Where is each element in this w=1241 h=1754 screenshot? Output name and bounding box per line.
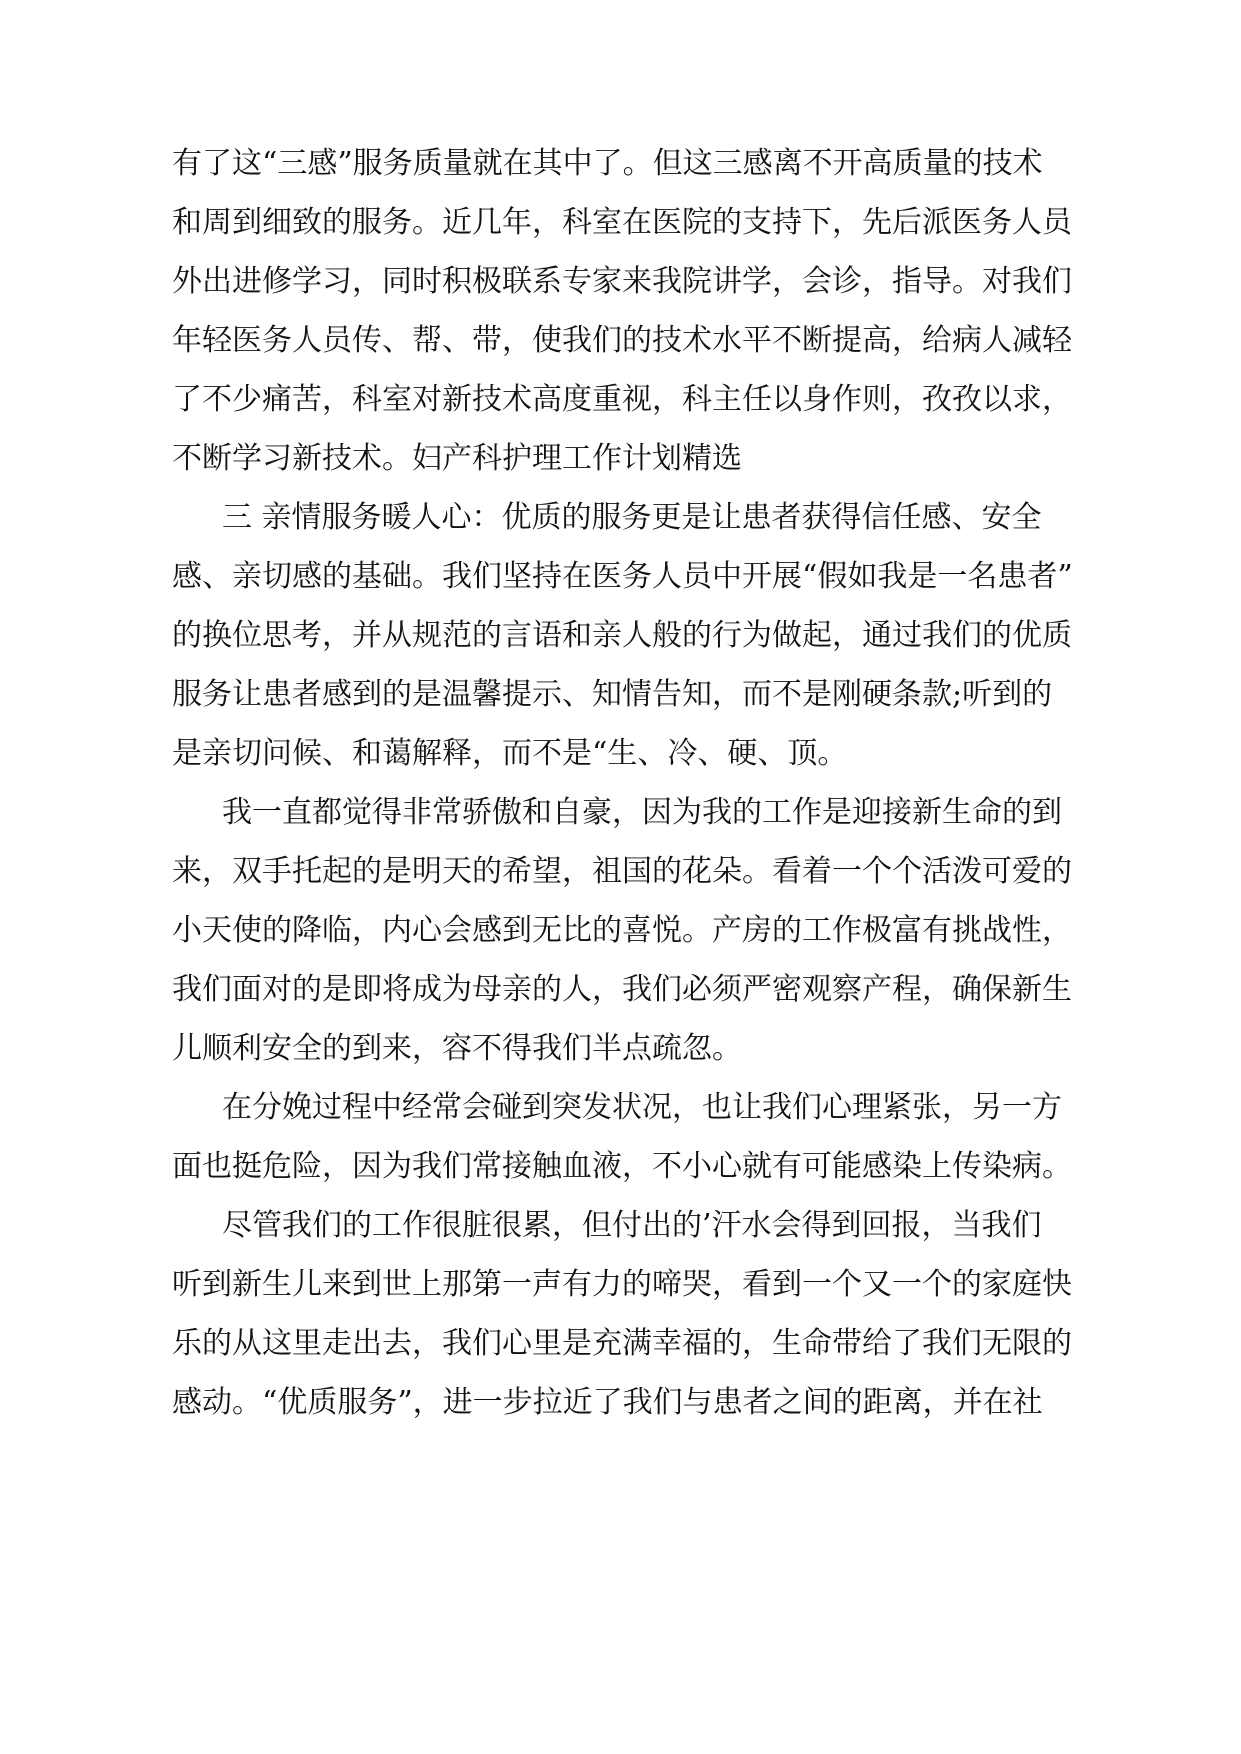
line-text: 是亲切问候、和蔼解释，而不是“生、冷、硬、顶。 [172, 736, 848, 771]
line-text: 有了这“三感”服务质量就在其中了。但这三感离不开高质量的技术 [172, 146, 1043, 181]
line-text: 三 亲情服务暖人心：优质的服务更是让患者获得信任感、安全 [222, 500, 1042, 535]
text-line [0, 673, 1241, 717]
text-line [0, 1381, 1241, 1425]
text-line [0, 496, 1241, 540]
text-line [0, 201, 1241, 245]
text-line [0, 968, 1241, 1012]
line-text: 儿顺利安全的到来，容不得我们半点疏忽。 [172, 1031, 742, 1066]
line-text: 听到新生儿来到世上那第一声有力的啼哭，看到一个又一个的家庭快 [172, 1267, 1072, 1302]
text-line [0, 555, 1241, 599]
text-line [0, 260, 1241, 304]
line-text: 年轻医务人员传、帮、带，使我们的技术水平不断提高，给病人减轻 [172, 323, 1072, 358]
text-line [0, 437, 1241, 481]
line-text: 不断学习新技术。妇产科护理工作计划精选 [172, 441, 742, 476]
text-line [0, 1027, 1241, 1071]
line-text: 外出进修学习，同时积极联系专家来我院讲学，会诊，指导。对我们 [172, 264, 1072, 299]
line-text: 我们面对的是即将成为母亲的人，我们必须严密观察产程，确保新生 [172, 972, 1072, 1007]
line-text: 乐的从这里走出去，我们心里是充满幸福的，生命带给了我们无限的 [172, 1326, 1072, 1361]
line-text: 我一直都觉得非常骄傲和自豪，因为我的工作是迎接新生命的到 [222, 795, 1062, 830]
text-line [0, 319, 1241, 363]
line-text: 感动。“优质服务”，进一步拉近了我们与患者之间的距离，并在社 [172, 1385, 1043, 1420]
text-line [0, 1145, 1241, 1189]
text-line [0, 142, 1241, 186]
text-line [0, 1086, 1241, 1130]
text-line [0, 378, 1241, 422]
line-text: 小天使的降临，内心会感到无比的喜悦。产房的工作极富有挑战性， [172, 913, 1072, 948]
line-text: 在分娩过程中经常会碰到突发状况，也让我们心理紧张，另一方 [222, 1090, 1062, 1125]
text-line [0, 791, 1241, 835]
text-line [0, 909, 1241, 953]
text-line [0, 1204, 1241, 1248]
text-line [0, 1322, 1241, 1366]
line-text: 来，双手托起的是明天的希望，祖国的花朵。看着一个个活泼可爱的 [172, 854, 1072, 889]
text-line [0, 732, 1241, 776]
text-line [0, 850, 1241, 894]
line-text: 服务让患者感到的是温馨提示、知情告知，而不是刚硬条款;听到的 [172, 677, 1053, 712]
line-text: 尽管我们的工作很脏很累，但付出的’汗水会得到回报，当我们 [222, 1208, 1042, 1243]
line-text: 和周到细致的服务。近几年，科室在医院的支持下，先后派医务人员 [172, 205, 1072, 240]
text-line [0, 1263, 1241, 1307]
line-text: 感、亲切感的基础。我们坚持在医务人员中开展“假如我是一名患者” [172, 559, 1073, 594]
line-text: 的换位思考，并从规范的言语和亲人般的行为做起，通过我们的优质 [172, 618, 1072, 653]
text-line [0, 614, 1241, 658]
line-text: 了不少痛苦，科室对新技术高度重视，科主任以身作则，孜孜以求， [172, 382, 1072, 417]
line-text: 面也挺危险，因为我们常接触血液，不小心就有可能感染上传染病。 [172, 1149, 1072, 1184]
